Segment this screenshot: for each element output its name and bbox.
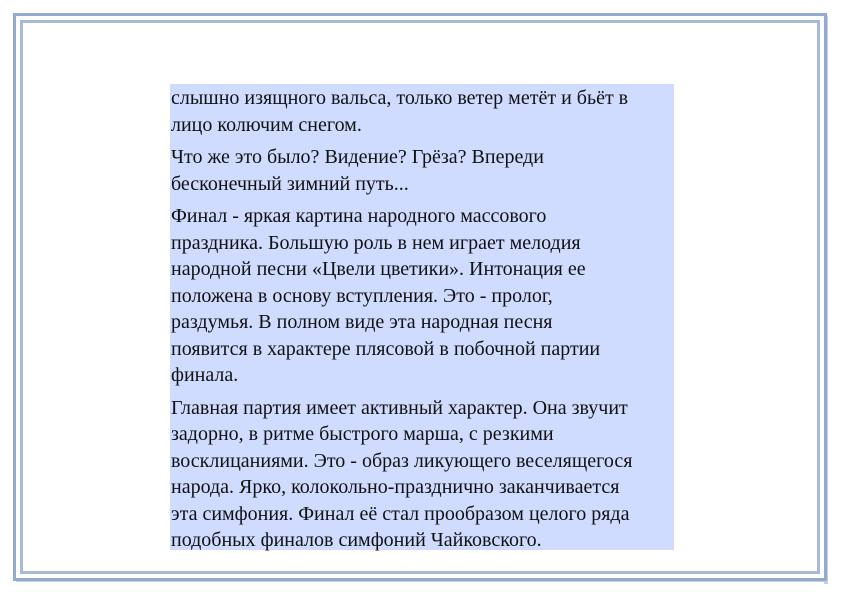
text-block xyxy=(170,84,674,550)
paragraph-waltz: слышно изящного вальса, только ветер метёт и бьёт в лицо колючим снегом. xyxy=(171,87,629,136)
paragraph-main-part: Главная партия имеет активный характер. Она звучит задорно, в ритме быстрого марша, с резкими восклицаниями. Это - образ ликующего веселящегося народа. Ярко, колокольно-празднично заканчивается эта симфония. Финал её стал прообразом целого ряда подобных финалов симфоний Чайковского. xyxy=(171,396,633,551)
paragraph-finale: Финал - яркая картина народного массового праздника. Большую роль в нем играет мелодия народной песни «Цвели цветики». Интонация ее положена в основу вступления. Это - пролог, раздумья. В полном виде эта народная песня появится в характере плясовой в побочной партии финала. xyxy=(171,205,601,386)
paragraph-vision: Что же это было? Видение? Грёза? Впереди бесконечный зимний путь... xyxy=(171,146,544,195)
